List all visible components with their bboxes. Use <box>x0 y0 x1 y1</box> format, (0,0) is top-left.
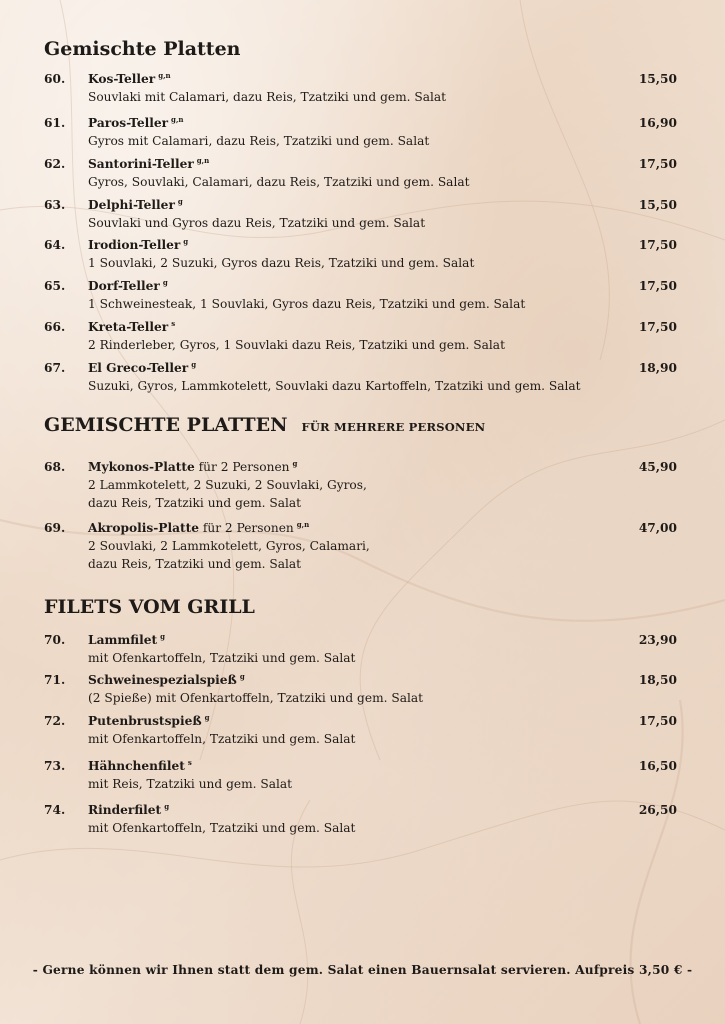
item-number: 72. <box>44 714 66 728</box>
item-name: Putenbrustspieß <box>88 714 202 728</box>
item-description: 2 Lammkotelett, 2 Suzuki, 2 Souvlaki, Gyros, dazu Reis, Tzatziki und gem. Salat <box>88 478 367 510</box>
item-description: 1 Schweinesteak, 1 Souvlaki, Gyros dazu Reis, Tzatziki und gem. Salat <box>88 297 526 311</box>
item-price: 16,50 <box>638 759 677 773</box>
item-name: Delphi-Teller <box>88 198 175 212</box>
item-name: Schweinespezialspieß <box>88 673 237 687</box>
item-price: 45,90 <box>638 460 677 474</box>
allergen-code: g <box>204 712 210 722</box>
allergen-code: g <box>183 236 189 246</box>
section-title-gemischte-platten: Gemischte Platten <box>44 38 241 60</box>
item-description: mit Reis, Tzatziki und gem. Salat <box>88 777 293 791</box>
item-number: 69. <box>44 521 66 535</box>
allergen-code: s <box>171 318 176 328</box>
item-price: 18,90 <box>638 361 677 375</box>
item-price: 17,50 <box>638 279 677 293</box>
allergen-code: s <box>187 757 192 767</box>
item-price: 15,50 <box>638 198 677 212</box>
item-name: Kreta-Teller <box>88 320 169 334</box>
item-name: El Greco-Teller <box>88 361 189 375</box>
allergen-code: g <box>191 359 197 369</box>
allergen-code: g,n <box>158 70 171 80</box>
item-description: Souvlaki mit Calamari, dazu Reis, Tzatziki und gem. Salat <box>88 90 447 104</box>
item-number: 65. <box>44 279 66 293</box>
item-number: 64. <box>44 238 66 252</box>
item-description: Gyros, Souvlaki, Calamari, dazu Reis, Tzatziki und gem. Salat <box>88 175 470 189</box>
item-number: 60. <box>44 72 66 86</box>
item-description: 1 Souvlaki, 2 Suzuki, Gyros dazu Reis, Tzatziki und gem. Salat <box>88 256 475 270</box>
item-name: Hähnchenfilet <box>88 759 185 773</box>
section-title-text: GEMISCHTE PLATTEN <box>44 414 288 436</box>
item-description: 2 Rinderleber, Gyros, 1 Souvlaki dazu Reis, Tzatziki und gem. Salat <box>88 338 505 352</box>
item-name: Irodion-Teller <box>88 238 181 252</box>
item-persons: für 2 Personen <box>198 460 290 474</box>
footer-note: - Gerne können wir Ihnen statt dem gem. Salat einen Bauernsalat servieren. Aufpreis 3,50 € - <box>32 963 693 977</box>
item-price: 17,50 <box>638 320 677 334</box>
allergen-code: g <box>177 196 183 206</box>
item-price: 26,50 <box>638 803 677 817</box>
allergen-code: g <box>164 801 170 811</box>
item-description: Souvlaki und Gyros dazu Reis, Tzatziki und gem. Salat <box>88 216 426 230</box>
item-description: Suzuki, Gyros, Lammkotelett, Souvlaki dazu Kartoffeln, Tzatziki und gem. Salat <box>88 379 581 393</box>
item-price: 47,00 <box>638 521 677 535</box>
item-description: (2 Spieße) mit Ofenkartoffeln, Tzatziki und gem. Salat <box>88 691 424 705</box>
item-name: Paros-Teller <box>88 116 169 130</box>
allergen-code: g,n <box>296 519 310 529</box>
item-price: 16,90 <box>638 116 677 130</box>
item-price: 23,90 <box>638 633 677 647</box>
allergen-code: g,n <box>196 155 210 165</box>
item-price: 17,50 <box>638 238 677 252</box>
item-name: Rinderfilet <box>88 803 162 817</box>
item-name: Kos-Teller <box>88 72 156 86</box>
item-number: 74. <box>44 803 66 817</box>
item-price: 15,50 <box>638 72 677 86</box>
allergen-code: g <box>162 277 168 287</box>
section-title-gemischte-platten-personen <box>44 414 485 436</box>
section-subtitle: FÜR MEHRERE PERSONEN <box>301 420 486 434</box>
item-description: Gyros mit Calamari, dazu Reis, Tzatziki und gem. Salat <box>88 134 430 148</box>
allergen-code: g <box>292 458 298 468</box>
item-number: 70. <box>44 633 66 647</box>
item-persons: für 2 Personen <box>202 521 294 535</box>
item-number: 61. <box>44 116 66 130</box>
item-description: 2 Souvlaki, 2 Lammkotelett, Gyros, Calamari, dazu Reis, Tzatziki und gem. Salat <box>88 539 370 571</box>
item-number: 67. <box>44 361 66 375</box>
item-number: 63. <box>44 198 66 212</box>
item-number: 66. <box>44 320 66 334</box>
item-description: mit Ofenkartoffeln, Tzatziki und gem. Salat <box>88 651 356 665</box>
item-number: 71. <box>44 673 66 687</box>
item-description: mit Ofenkartoffeln, Tzatziki und gem. Salat <box>88 821 356 835</box>
item-name: Mykonos-Platte <box>88 460 195 474</box>
item-name: Dorf-Teller <box>88 279 160 293</box>
section-title-filets-vom-grill: FILETS VOM GRILL <box>44 596 255 618</box>
item-number: 62. <box>44 157 66 171</box>
item-description: mit Ofenkartoffeln, Tzatziki und gem. Salat <box>88 732 356 746</box>
item-number: 68. <box>44 460 66 474</box>
allergen-code: g <box>239 671 245 681</box>
item-price: 17,50 <box>638 714 677 728</box>
allergen-code: g <box>160 631 166 641</box>
item-price: 17,50 <box>638 157 677 171</box>
item-name: Lammfilet <box>88 633 158 647</box>
item-number: 73. <box>44 759 66 773</box>
allergen-code: g,n <box>171 114 184 124</box>
item-name: Santorini-Teller <box>88 157 194 171</box>
item-name: Akropolis-Platte <box>88 521 199 535</box>
item-price: 18,50 <box>638 673 677 687</box>
